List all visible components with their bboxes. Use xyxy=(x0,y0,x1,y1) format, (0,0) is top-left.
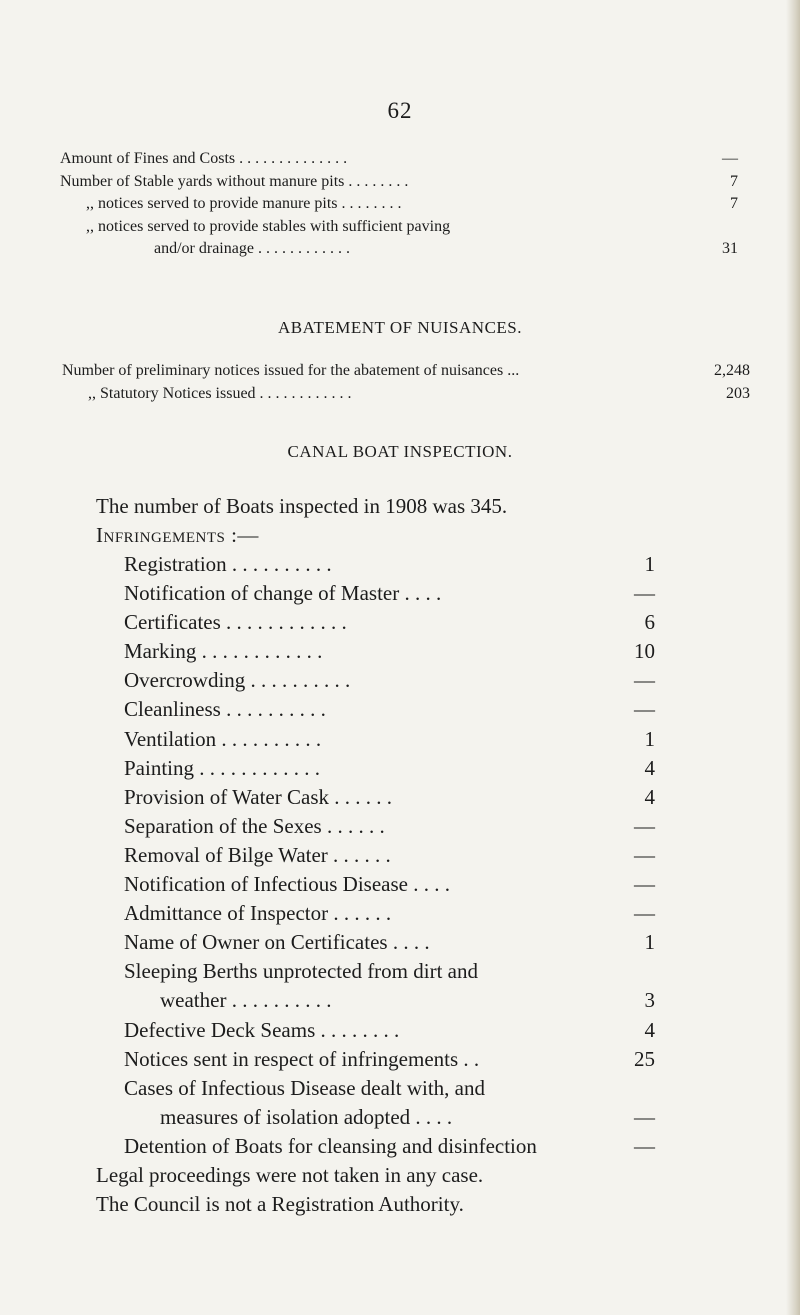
list-item: Provision of Water Cask . . . . . . 4 xyxy=(124,784,655,809)
page-edge-shadow xyxy=(786,0,800,1315)
stat-value: 2,248 xyxy=(714,362,750,379)
stables-statistics xyxy=(60,148,738,261)
stat-row xyxy=(62,360,750,383)
list-item: Name of Owner on Certificates . . . . 1 xyxy=(124,930,655,955)
list-item: weather . . . . . . . . . . 3 xyxy=(160,988,655,1013)
page-number: 62 xyxy=(387,98,413,123)
list-item: Admittance of Inspector . . . . . . — xyxy=(124,901,655,926)
stat-label: ,, notices served to provide manure pits . . . . . . . . xyxy=(86,195,402,212)
list-item: Marking . . . . . . . . . . . . 10 xyxy=(124,639,655,664)
list-item: Notification of change of Master . . . . — xyxy=(124,581,655,606)
list-item: Detention of Boats for cleansing and disinfection — xyxy=(124,1133,655,1158)
stat-row xyxy=(60,238,738,261)
stat-label: Number of Stable yards without manure pits . . . . . . . . xyxy=(60,172,409,190)
stat-value: 7 xyxy=(730,172,738,190)
section-heading-nuisances: ABATEMENT OF NUISANCES. xyxy=(277,318,522,337)
boats-inspected-sentence: The number of Boats inspected in 1908 was 345. xyxy=(96,494,508,518)
stat-row xyxy=(60,171,738,194)
legal-proceedings-note: Legal proceedings were not taken in any case. xyxy=(96,1162,484,1187)
nuisance-statistics xyxy=(62,360,750,405)
list-item: Defective Deck Seams . . . . . . . . 4 xyxy=(124,1017,655,1042)
stat-label: and/or drainage . . . . . . . . . . . . xyxy=(154,240,350,257)
stat-label: Amount of Fines and Costs . . . . . . . . . . . . . . xyxy=(60,150,348,167)
stat-row xyxy=(60,193,738,216)
list-item: Painting . . . . . . . . . . . . 4 xyxy=(124,755,655,780)
stat-label: Number of preliminary notices issued for the abatement of nuisances ... xyxy=(62,362,520,379)
list-item: Sleeping Berths unprotected from dirt and xyxy=(124,959,478,984)
stat-row xyxy=(60,148,738,171)
infringements-list xyxy=(124,550,654,1161)
list-item: Overcrowding . . . . . . . . . . — xyxy=(124,668,655,693)
registration-authority-note: The Council is not a Registration Authority. xyxy=(96,1191,464,1216)
stat-label: ,, notices served to provide stables with sufficient paving xyxy=(86,217,451,235)
canal-boat-section xyxy=(96,492,656,1219)
list-item: Cleanliness . . . . . . . . . . — xyxy=(124,697,655,722)
stat-value: 7 xyxy=(730,195,738,212)
stat-value: 31 xyxy=(722,240,738,257)
stat-row xyxy=(62,383,750,406)
list-item: Cases of Infectious Disease dealt with, and xyxy=(124,1075,485,1100)
stat-row xyxy=(60,216,710,239)
list-item: Ventilation . . . . . . . . . . 1 xyxy=(124,726,655,751)
list-item: Registration . . . . . . . . . . 1 xyxy=(124,552,655,576)
list-item: Notices sent in respect of infringements . . 25 xyxy=(124,1046,655,1071)
section-heading-canal: CANAL BOAT INSPECTION. xyxy=(287,442,513,461)
infringements-heading: Infringements :— xyxy=(96,523,259,547)
list-item: Removal of Bilge Water . . . . . . — xyxy=(124,842,655,867)
list-item: Notification of Infectious Disease . . . . — xyxy=(124,872,655,897)
list-item: Separation of the Sexes . . . . . . — xyxy=(124,813,655,838)
stat-label: ,, Statutory Notices issued . . . . . . . . . . . . xyxy=(88,384,352,402)
list-item: measures of isolation adopted . . . . — xyxy=(160,1104,655,1129)
list-item: Certificates . . . . . . . . . . . . 6 xyxy=(124,610,655,635)
stat-value: — xyxy=(722,150,738,167)
stat-value: 203 xyxy=(726,384,750,402)
